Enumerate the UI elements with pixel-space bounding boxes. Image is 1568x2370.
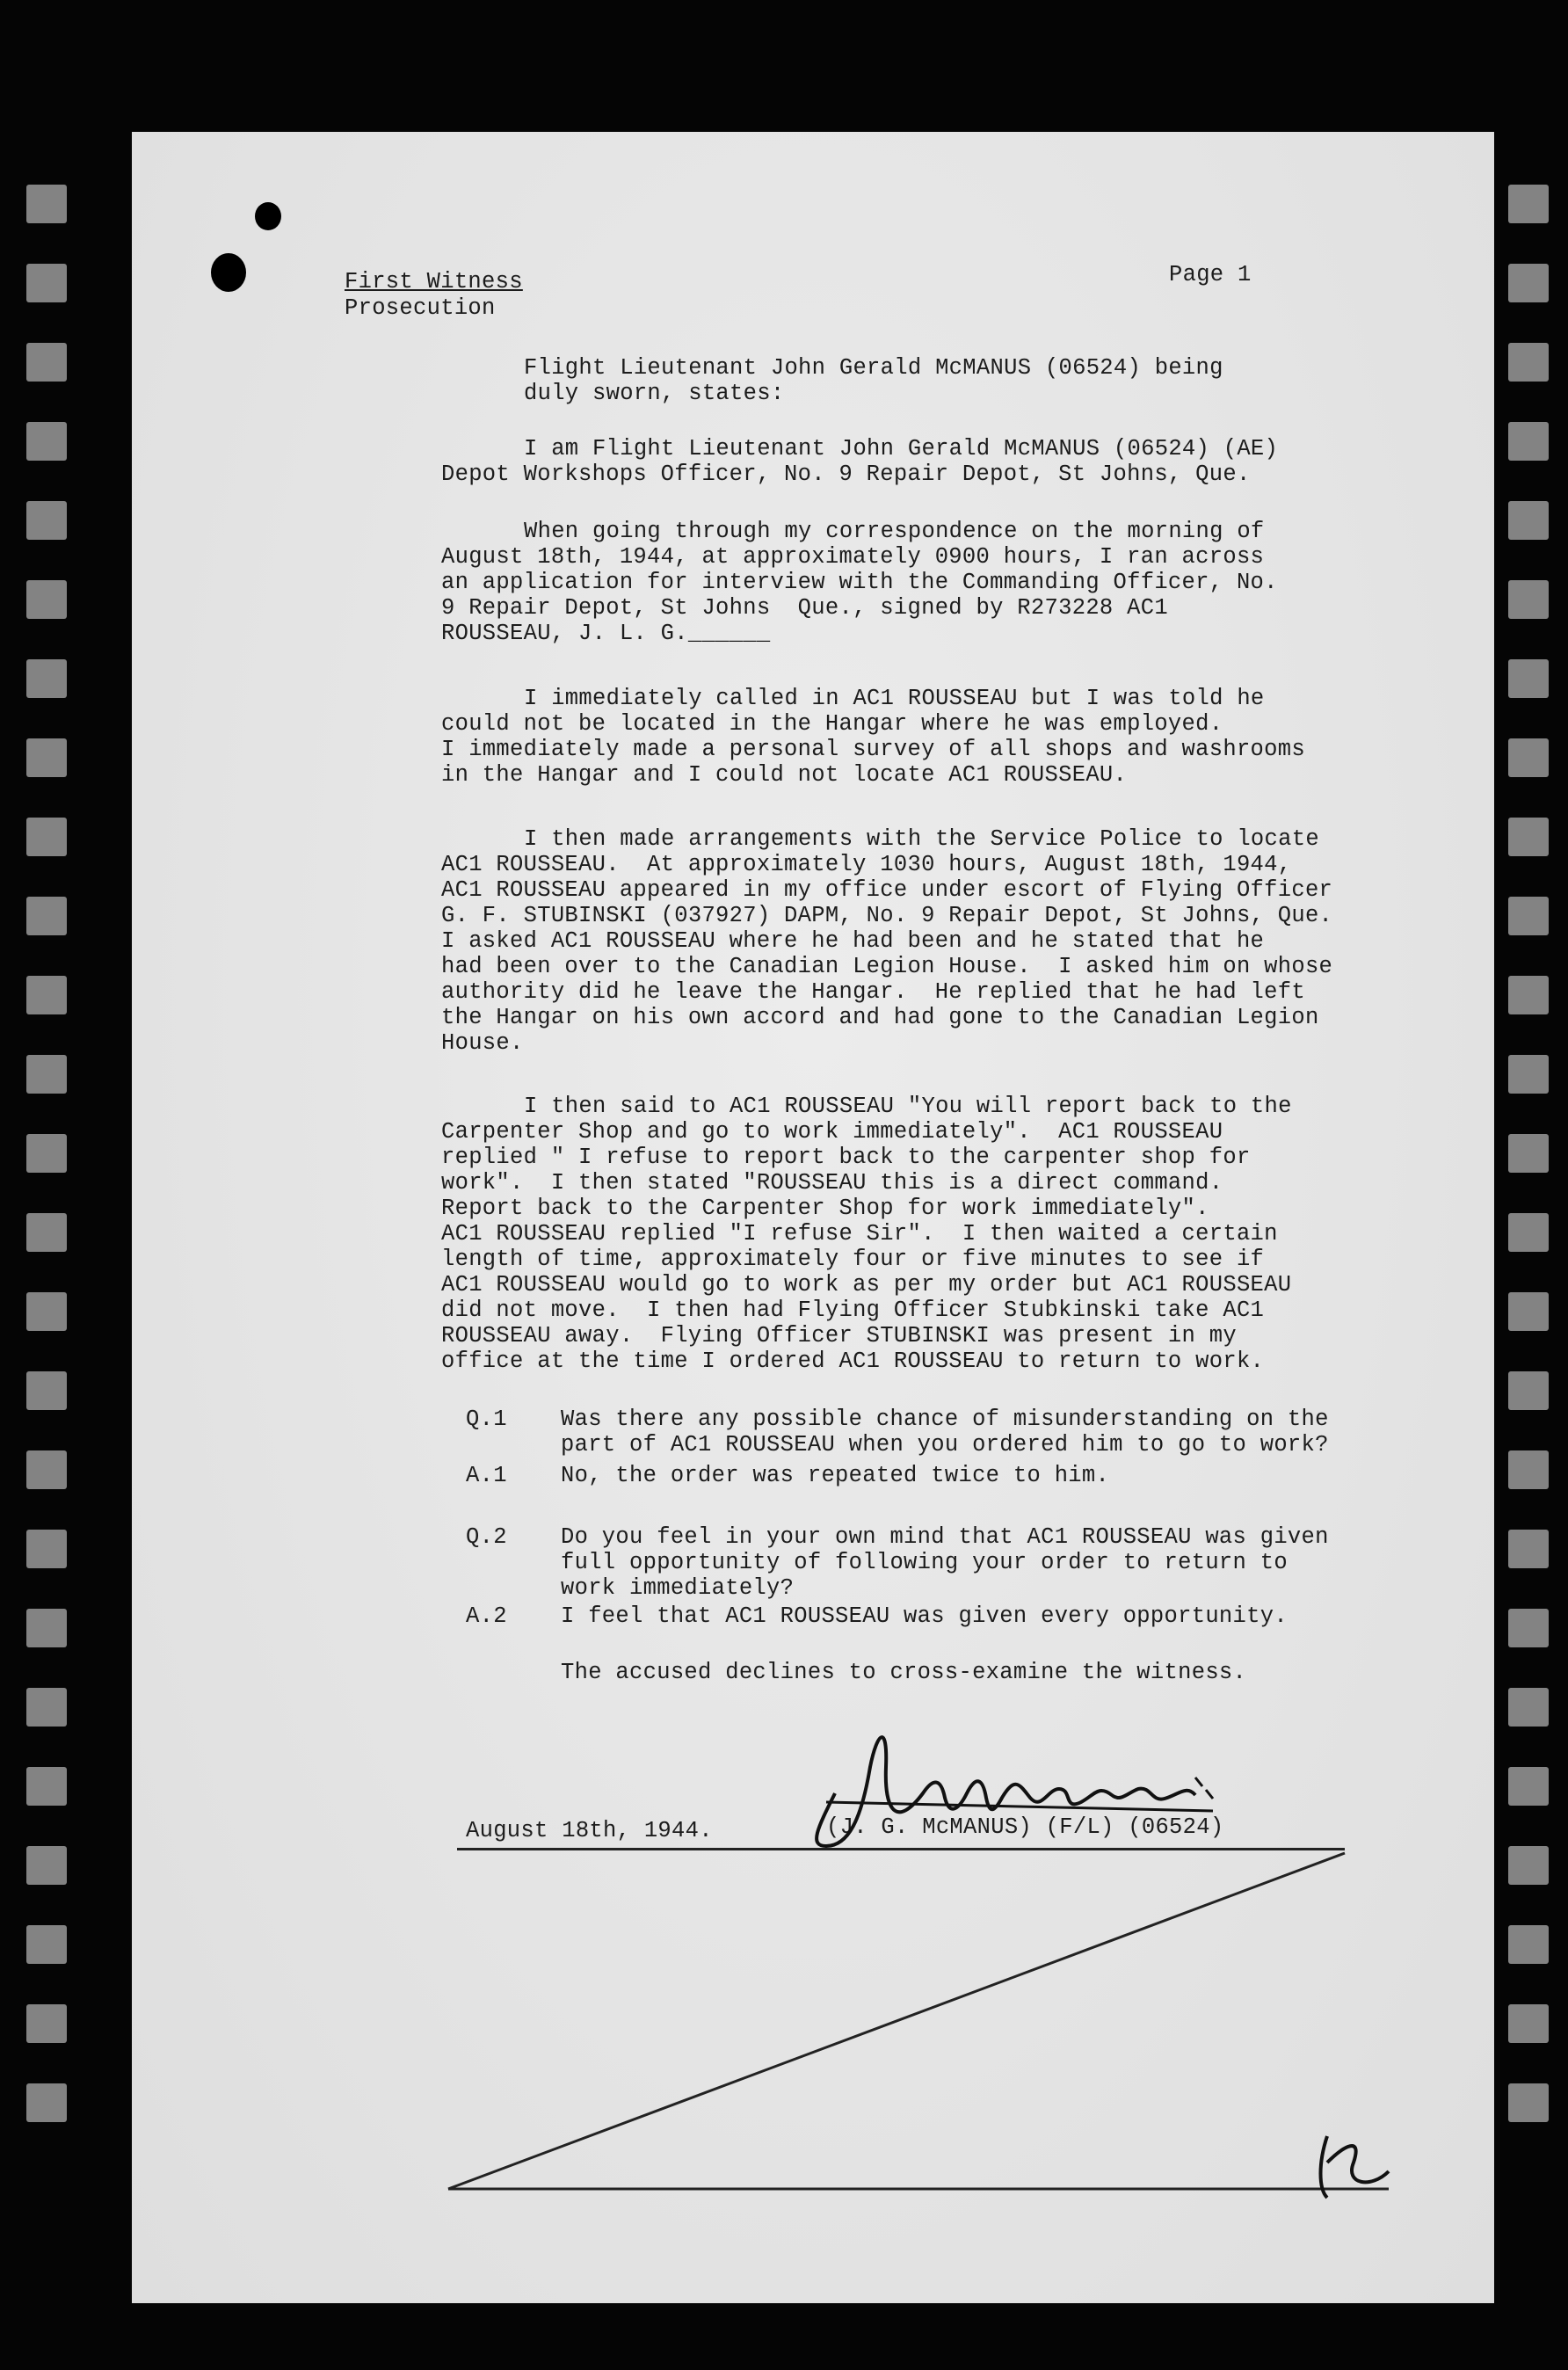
text-line: did not move. I then had Flying Officer Stubkinski take AC1 bbox=[441, 1298, 1265, 1323]
film-sprocket-hole bbox=[1508, 738, 1549, 777]
text-line: had been over to the Canadian Legion House. I asked him on whose bbox=[441, 954, 1333, 979]
qa-text: part of AC1 ROUSSEAU when you ordered him to go to work? bbox=[561, 1432, 1329, 1458]
film-sprocket-hole bbox=[26, 2004, 67, 2043]
qa-text: Do you feel in your own mind that AC1 ROUSSEAU was given bbox=[561, 1524, 1329, 1550]
text-line: office at the time I ordered AC1 ROUSSEAU to return to work. bbox=[441, 1349, 1265, 1374]
film-sprocket-hole bbox=[26, 501, 67, 540]
film-sprocket-hole bbox=[1508, 1450, 1549, 1489]
film-sprocket-hole bbox=[1508, 1846, 1549, 1885]
film-sprocket-hole bbox=[1508, 897, 1549, 935]
cancel-line bbox=[439, 1846, 1424, 2215]
film-sprocket-hole bbox=[1508, 1371, 1549, 1410]
qa-tag: Q.1 bbox=[466, 1407, 507, 1432]
qa-text: No, the order was repeated twice to him. bbox=[561, 1463, 1110, 1488]
film-sprocket-hole bbox=[26, 659, 67, 698]
film-sprocket-hole bbox=[26, 422, 67, 461]
film-sprocket-hole bbox=[1508, 422, 1549, 461]
text-line: ROUSSEAU, J. L. G.______ bbox=[441, 621, 771, 646]
heading-prosecution: Prosecution bbox=[345, 295, 496, 321]
film-sprocket-hole bbox=[26, 1371, 67, 1410]
film-sprocket-hole bbox=[1508, 1530, 1549, 1568]
film-sprocket-hole bbox=[26, 1688, 67, 1727]
film-sprocket-hole bbox=[26, 1134, 67, 1173]
text-line: I then said to AC1 ROUSSEAU "You will report back to the bbox=[524, 1094, 1292, 1119]
film-sprocket-hole bbox=[1508, 659, 1549, 698]
text-line: I immediately called in AC1 ROUSSEAU but I was told he bbox=[524, 686, 1265, 711]
document-page bbox=[132, 132, 1494, 2303]
film-sprocket-hole bbox=[1508, 580, 1549, 619]
text-line: August 18th, 1944, at approximately 0900 hours, I ran across bbox=[441, 544, 1265, 570]
film-sprocket-hole bbox=[1508, 501, 1549, 540]
text-line: 9 Repair Depot, St Johns Que., signed by R273228 AC1 bbox=[441, 595, 1168, 621]
qa-tag: A.2 bbox=[466, 1603, 507, 1629]
qa-text: Was there any possible chance of misunderstanding on the bbox=[561, 1407, 1329, 1432]
text-line: the Hangar on his own accord and had gone to the Canadian Legion bbox=[441, 1005, 1319, 1030]
film-strip-right bbox=[1489, 0, 1568, 2370]
text-line: authority did he leave the Hangar. He replied that he had left bbox=[441, 979, 1305, 1005]
text-line: AC1 ROUSSEAU. At approximately 1030 hours, August 18th, 1944, bbox=[441, 852, 1292, 877]
text-line: I am Flight Lieutenant John Gerald McMANUS (06524) (AE) bbox=[524, 436, 1279, 462]
film-sprocket-hole bbox=[26, 1530, 67, 1568]
text-line: length of time, approximately four or five minutes to see if bbox=[441, 1247, 1265, 1272]
text-line: House. bbox=[441, 1030, 524, 1056]
text-line: an application for interview with the Commanding Officer, No. bbox=[441, 570, 1278, 595]
text-line: AC1 ROUSSEAU replied "I refuse Sir". I then waited a certain bbox=[441, 1221, 1278, 1247]
text-line: I immediately made a personal survey of all shops and washrooms bbox=[441, 737, 1305, 762]
film-sprocket-hole bbox=[1508, 1925, 1549, 1964]
text-line: AC1 ROUSSEAU appeared in my office under escort of Flying Officer bbox=[441, 877, 1333, 903]
film-sprocket-hole bbox=[1508, 2004, 1549, 2043]
text-line: Carpenter Shop and go to work immediately". AC1 ROUSSEAU bbox=[441, 1119, 1223, 1145]
text-line: AC1 ROUSSEAU would go to work as per my order but AC1 ROUSSEAU bbox=[441, 1272, 1292, 1298]
film-sprocket-hole bbox=[1508, 1609, 1549, 1647]
qa-tag: A.1 bbox=[466, 1463, 507, 1488]
text-line: I then made arrangements with the Service Police to locate bbox=[524, 826, 1319, 852]
qa-tag: Q.2 bbox=[466, 1524, 507, 1550]
film-sprocket-hole bbox=[1508, 976, 1549, 1014]
film-sprocket-hole bbox=[1508, 264, 1549, 302]
closing-statement: The accused declines to cross-examine the witness. bbox=[561, 1660, 1247, 1685]
text-line: ROUSSEAU away. Flying Officer STUBINSKI was present in my bbox=[441, 1323, 1237, 1349]
film-sprocket-hole bbox=[26, 1767, 67, 1806]
handwritten-signature bbox=[800, 1714, 1292, 1855]
punch-hole bbox=[211, 253, 246, 292]
film-sprocket-hole bbox=[1508, 1213, 1549, 1252]
signature-block: (J. G. McMANUS) (F/L) (06524) bbox=[826, 1814, 1224, 1840]
page-number: Page 1 bbox=[1169, 262, 1252, 287]
text-line: replied " I refuse to report back to the carpenter shop for bbox=[441, 1145, 1251, 1170]
film-sprocket-hole bbox=[1508, 1292, 1549, 1331]
film-sprocket-hole bbox=[26, 1925, 67, 1964]
film-sprocket-hole bbox=[26, 1213, 67, 1252]
heading-first-witness: First Witness bbox=[345, 269, 523, 294]
film-sprocket-hole bbox=[26, 580, 67, 619]
text-line: could not be located in the Hangar where he was employed. bbox=[441, 711, 1223, 737]
film-sprocket-hole bbox=[26, 1846, 67, 1885]
text-line: Flight Lieutenant John Gerald McMANUS (06524) being bbox=[524, 355, 1223, 381]
film-sprocket-hole bbox=[1508, 185, 1549, 223]
film-sprocket-hole bbox=[26, 185, 67, 223]
film-sprocket-hole bbox=[1508, 343, 1549, 382]
film-sprocket-hole bbox=[1508, 1688, 1549, 1727]
text-line: I asked AC1 ROUSSEAU where he had been and he stated that he bbox=[441, 928, 1265, 954]
film-sprocket-hole bbox=[1508, 1055, 1549, 1094]
film-sprocket-hole bbox=[26, 1055, 67, 1094]
film-sprocket-hole bbox=[1508, 2083, 1549, 2122]
date-line: August 18th, 1944. bbox=[466, 1818, 713, 1843]
text-line: work". I then stated "ROUSSEAU this is a direct command. bbox=[441, 1170, 1223, 1196]
text-line: in the Hangar and I could not locate AC1 ROUSSEAU. bbox=[441, 762, 1128, 788]
film-sprocket-hole bbox=[26, 738, 67, 777]
qa-text: I feel that AC1 ROUSSEAU was given every opportunity. bbox=[561, 1603, 1288, 1629]
film-sprocket-hole bbox=[1508, 1767, 1549, 1806]
qa-text: work immediately? bbox=[561, 1575, 795, 1601]
film-sprocket-hole bbox=[1508, 1134, 1549, 1173]
film-sprocket-hole bbox=[1508, 818, 1549, 856]
film-sprocket-hole bbox=[26, 264, 67, 302]
text-line: G. F. STUBINSKI (037927) DAPM, No. 9 Repair Depot, St Johns, Que. bbox=[441, 903, 1333, 928]
film-sprocket-hole bbox=[26, 1292, 67, 1331]
punch-hole bbox=[255, 202, 281, 230]
film-strip-left bbox=[0, 0, 79, 2370]
qa-text: full opportunity of following your order to return to bbox=[561, 1550, 1288, 1575]
film-sprocket-hole bbox=[26, 343, 67, 382]
film-sprocket-hole bbox=[26, 818, 67, 856]
film-sprocket-hole bbox=[26, 1450, 67, 1489]
text-line: When going through my correspondence on the morning of bbox=[524, 519, 1265, 544]
text-line: duly sworn, states: bbox=[524, 381, 785, 406]
text-line: Depot Workshops Officer, No. 9 Repair Depot, St Johns, Que. bbox=[441, 462, 1251, 487]
film-sprocket-hole bbox=[26, 897, 67, 935]
film-sprocket-hole bbox=[26, 2083, 67, 2122]
film-sprocket-hole bbox=[26, 976, 67, 1014]
film-sprocket-hole bbox=[26, 1609, 67, 1647]
text-line: Report back to the Carpenter Shop for work immediately". bbox=[441, 1196, 1209, 1221]
